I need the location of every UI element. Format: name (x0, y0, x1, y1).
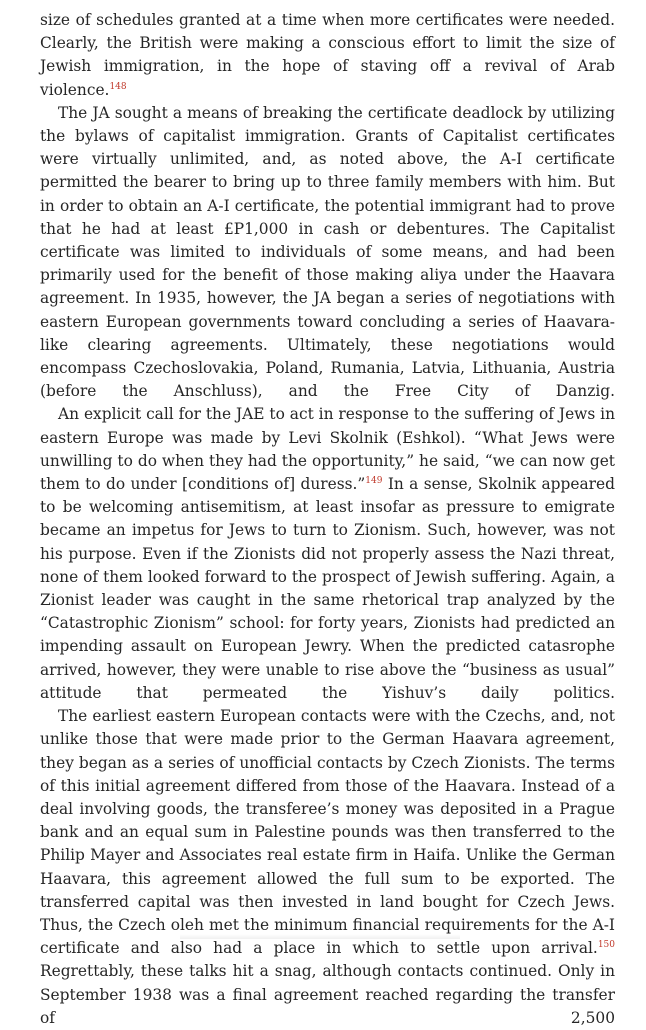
paragraph-3-line-4b: In a sense, Skolnik appeared to be welcoming (40, 475, 615, 517)
paragraph-4-line-5: the transferee’s money was deposited in a Prague bank and an equal sum in (40, 799, 615, 842)
paragraph-3-line-8: prospect of Jewish suffering. Again, a Zionist leader was caught in the same (40, 567, 615, 610)
paragraph-4-line-3: series of unofficial contacts by Czech Zionists. The terms of this initial (40, 753, 615, 795)
paragraph-2-line-4: up to three family members with him. But in order to obtain an A-I certificate, (40, 173, 615, 215)
paragraph-2-line-6: debentures. The Capitalist certificate was limited to individuals of some means, (40, 219, 615, 262)
paragraph-1-line-1: size of schedules granted at a time when more certificates were needed. Clearly, (40, 11, 615, 53)
paragraph-4-line-4: agreement differed from those of the Haavara. Instead of a deal involving goods, (40, 776, 615, 818)
paragraph-3-line-10: Zionists had predicted an impending assault on European Jewry. When the (40, 614, 615, 656)
paragraph-3-line-2: eastern Europe was made by Levi Skolnik (Eshkol). “What Jews were unwilling to (40, 428, 615, 470)
document-page (40, 9, 615, 1030)
paragraph-2-line-9: eastern European governments toward concluding a series of Haavara-like (40, 312, 615, 354)
paragraph-4-line-11: Regrettably, these talks hit a snag, although contacts continued. Only in (40, 962, 615, 981)
page-bottom-shadow (180, 934, 460, 939)
footnote-ref-150[interactable]: 150 (597, 940, 615, 951)
paragraph-3-line-1: An explicit call for the JAE to act in response to the suffering of Jews in (58, 405, 615, 424)
paragraph-4-line-12: September 1938 was a final agreement reached regarding the transfer of 2,500 (40, 985, 615, 1027)
paragraph-3-line-9: rhetorical trap analyzed by the “Catastrophic Zionism” school: for forty years, (40, 591, 615, 633)
paragraph-2-line-5: the potential immigrant had to prove that he had at least £P1,000 in cash or (40, 196, 615, 238)
paragraph-3-line-5: antisemitism, at least insofar as pressure to emigrate became an impetus for (40, 498, 615, 540)
paragraph-4 (40, 705, 615, 1030)
paragraph-4-line-7: estate firm in Haifa. Unlike the German Haavara, this agreement allowed the full (40, 846, 615, 888)
paragraph-3-line-4a: [conditions of] duress.” (182, 475, 366, 494)
paragraph-3-line-12: “business as usual” attitude that permeated the Yishuv’s daily politics. (40, 660, 615, 702)
paragraph-4-line-6: Palestine pounds was then transferred to the Philip Mayer and Associates real (40, 823, 615, 865)
paragraph-3-line-11: predicted catasrophe arrived, however, they were unable to rise above the (40, 637, 615, 679)
paragraph-2-line-8: Haavara agreement. In 1935, however, the JA began a series of negotiations with (40, 266, 615, 308)
paragraph-1-line-3: immigration, in the hope of staving off a revival of Arab violence. (40, 57, 615, 99)
paragraph-2-line-7: and had been primarily used for the benefit of those making aliya under the (40, 243, 615, 285)
paragraph-3-line-7: did not properly assess the Nazi threat, none of them looked forward to the (40, 544, 615, 586)
paragraph-4-line-1: The earliest eastern European contacts were with the Czechs, and, not unlike (40, 707, 615, 749)
paragraph-2-line-1: The JA sought a means of breaking the certificate deadlock by utilizing the (40, 103, 615, 146)
paragraph-3-line-3: do when they had the opportunity,” he said, “we can now get them to do under (40, 451, 615, 494)
paragraph-2-line-11: Czechoslovakia, Poland, Rumania, Latvia, Lithuania, Austria (before the (40, 359, 615, 401)
paragraph-3 (40, 403, 615, 705)
paragraph-4-line-10: the A-I certificate and also had a place in which to settle upon arrival. (40, 915, 615, 958)
paragraph-2 (40, 102, 615, 404)
paragraph-2-line-12: Anschluss), and the Free City of Danzig. (173, 382, 615, 401)
paragraph-4-line-2: those that were made prior to the German Haavara agreement, they began as a (40, 730, 615, 772)
paragraph-2-line-3: unlimited, and, as noted above, the A-I certificate permitted the bearer to bring (40, 150, 615, 192)
paragraph-2-line-2: bylaws of capitalist immigration. Grants of Capitalist certificates were virtually (40, 127, 615, 169)
footnote-ref-149[interactable]: 149 (365, 476, 383, 487)
paragraph-1 (40, 9, 615, 102)
footnote-ref-148[interactable]: 148 (109, 81, 127, 92)
paragraph-4-line-9: Czech Jews. Thus, the Czech oleh met the minimum financial requirements for (40, 892, 615, 934)
paragraph-4-line-8: sum to be exported. The transferred capital was then invested in land bought for (40, 869, 615, 911)
paragraph-2-line-10: clearing agreements. Ultimately, these negotiations would encompass (40, 335, 615, 378)
paragraph-1-line-2: the British were making a conscious effort to limit the size of Jewish (40, 34, 615, 76)
paragraph-3-line-6: Jews to turn to Zionism. Such, however, was not his purpose. Even if the Zionists (40, 521, 615, 563)
